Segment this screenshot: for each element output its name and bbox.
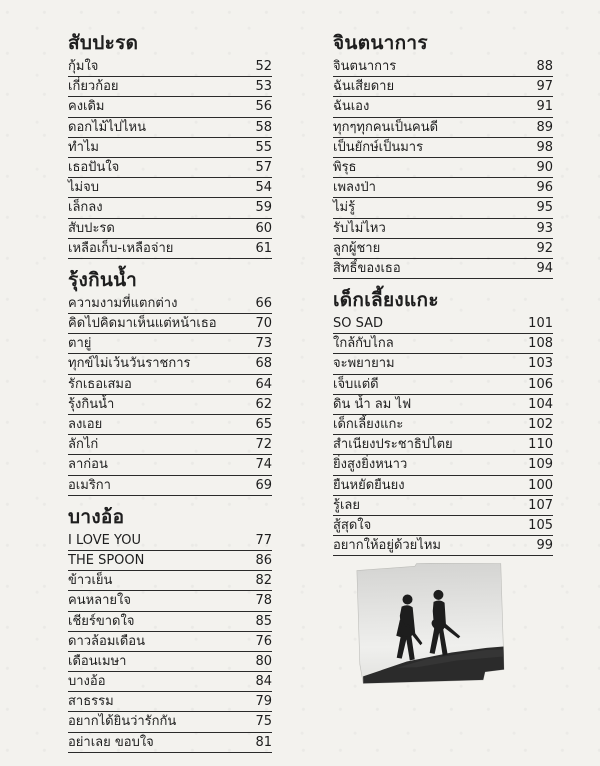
song-title: ลักไก่ — [68, 437, 99, 453]
song-title: ลงเอย — [68, 417, 103, 432]
song-title: รู้เลย — [333, 497, 361, 513]
song-title: รุ้งกินน้ำ — [68, 396, 115, 412]
page-number: 103 — [528, 356, 553, 372]
toc-entry — [333, 354, 553, 374]
toc-entry — [333, 395, 553, 415]
page-number: 55 — [255, 139, 272, 155]
toc-entry — [68, 219, 272, 239]
page-number: 95 — [536, 200, 553, 216]
song-title: เด็กเลี้ยงแกะ — [333, 417, 404, 432]
song-title: ความงามที่แตกต่าง — [68, 295, 178, 311]
song-title: คนหลายใจ — [68, 593, 132, 609]
page-number: 86 — [255, 552, 272, 568]
toc-entry — [68, 591, 272, 611]
toc-entry — [68, 395, 272, 415]
page-number: 76 — [255, 633, 272, 649]
page-number: 104 — [528, 396, 553, 412]
song-title: ยิ่งสูงยิ่งหนาว — [333, 457, 408, 473]
page-number: 89 — [536, 119, 553, 135]
toc-section — [333, 30, 553, 279]
page-number: 105 — [528, 517, 553, 533]
toc-entry — [68, 97, 272, 117]
song-title: ไม่จบ — [68, 180, 99, 196]
song-title: SO SAD — [333, 316, 384, 332]
song-title: ลาก่อน — [68, 457, 108, 473]
page-number: 69 — [255, 477, 272, 493]
toc-entry — [68, 476, 272, 496]
song-title: ข้าวเย็น — [68, 573, 113, 589]
song-title: คงเดิม — [68, 99, 105, 115]
toc-entry — [333, 259, 553, 279]
song-title: รักเธอเสมอ — [68, 376, 132, 392]
page-number: 102 — [528, 417, 553, 432]
song-title: พิรุธ — [333, 159, 357, 175]
section-title: รุ้งกินน้ำ — [68, 268, 138, 291]
page-number: 80 — [255, 653, 272, 669]
song-title: ฉันเสียดาย — [333, 79, 395, 95]
page-number: 54 — [255, 180, 272, 196]
toc-entry — [333, 138, 553, 158]
toc-entry — [333, 97, 553, 117]
page-number: 77 — [255, 532, 272, 548]
toc-entry — [333, 516, 553, 536]
page-number: 64 — [255, 376, 272, 392]
song-title: ทุกข์ไม่เว้นวันราชการ — [68, 356, 191, 372]
section-title: บางอ้อ — [68, 505, 125, 528]
toc-entry — [68, 334, 272, 354]
song-title: เจ็บแต่ดี — [333, 376, 379, 392]
page-number: 66 — [255, 295, 272, 311]
toc-entry — [68, 375, 272, 395]
page-number: 79 — [255, 694, 272, 710]
toc-column-left — [68, 30, 272, 761]
toc-section — [333, 287, 553, 556]
page-number: 82 — [255, 573, 272, 589]
song-title: เดือนเมษา — [68, 653, 127, 669]
toc-entry — [68, 158, 272, 178]
song-title: จะพยายาม — [333, 356, 395, 372]
song-title: ดอกไม้ไปไหน — [68, 119, 147, 135]
toc-section — [68, 504, 272, 753]
song-title: สิทธิ์ของเธอ — [333, 260, 401, 276]
page-number: 61 — [255, 240, 272, 256]
page-number: 73 — [255, 336, 272, 352]
song-title: เกี่ยวก้อย — [68, 79, 119, 95]
page-number: 85 — [255, 613, 272, 629]
page-number: 106 — [528, 376, 553, 392]
page-number: 110 — [528, 437, 553, 453]
page-number: 96 — [536, 180, 553, 196]
page-number: 88 — [536, 59, 553, 74]
song-title: เพลงป่า — [333, 180, 376, 196]
song-title: อยากให้อยู่ด้วยไหม — [333, 538, 441, 554]
page-number: 108 — [528, 336, 553, 352]
toc-entry — [68, 314, 272, 334]
toc-entry — [333, 375, 553, 395]
toc-entry — [68, 531, 272, 551]
page-number: 81 — [255, 734, 272, 750]
page-number: 65 — [255, 417, 272, 432]
toc-entry — [68, 692, 272, 712]
song-title: กุ้มใจ — [68, 59, 99, 74]
song-title: ฉันเอง — [333, 99, 370, 115]
song-title: ยืนหยัดยืนยง — [333, 477, 405, 493]
song-title: ทุกๆทุกคนเป็นคนดี — [333, 119, 439, 135]
toc-entry — [333, 178, 553, 198]
page-number: 84 — [255, 674, 272, 690]
page-number: 97 — [536, 79, 553, 95]
toc-entry — [68, 178, 272, 198]
toc-section — [68, 30, 272, 259]
toc-entry — [333, 77, 553, 97]
section-title: เด็กเลี้ยงแกะ — [333, 289, 439, 312]
song-title: I LOVE YOU — [68, 532, 141, 548]
page-number: 99 — [536, 538, 553, 554]
toc-entry — [333, 219, 553, 239]
song-title: ดิน น้ำ ลม ไฟ — [333, 396, 412, 412]
toc-entry — [333, 118, 553, 138]
page-number: 53 — [255, 79, 272, 95]
toc-entry — [68, 571, 272, 591]
toc-entry — [68, 118, 272, 138]
page-number: 68 — [255, 356, 272, 372]
page-number: 52 — [255, 59, 272, 74]
page-number: 107 — [528, 497, 553, 513]
toc-entry — [68, 354, 272, 374]
song-title: สำเนียงประชาธิปไตย — [333, 437, 453, 453]
toc-entry — [68, 551, 272, 571]
song-title: ใกล้กับไกล — [333, 336, 394, 352]
toc-entry — [68, 733, 272, 753]
song-title: ลูกผู้ชาย — [333, 240, 381, 256]
toc-entry — [68, 294, 272, 314]
song-title: เชียร์ขาดใจ — [68, 613, 135, 629]
song-title: เป็นยักษ์เป็นมาร — [333, 139, 424, 155]
toc-entry — [333, 334, 553, 354]
song-title: สู้สุดใจ — [333, 517, 372, 533]
page-number: 57 — [255, 159, 272, 175]
song-title: ทำไม — [68, 139, 99, 155]
silhouette-guitarists-photo — [355, 561, 505, 684]
toc-entry — [333, 455, 553, 475]
song-title: สับปะรด — [68, 220, 115, 236]
page-number: 72 — [255, 437, 272, 453]
toc-entry — [333, 415, 553, 435]
toc-column-right — [333, 30, 553, 564]
toc-entry — [68, 198, 272, 218]
page-number: 58 — [255, 119, 272, 135]
page-number: 59 — [255, 200, 272, 216]
toc-entry — [333, 496, 553, 516]
song-title: เธอปันใจ — [68, 159, 120, 175]
toc-entry — [333, 158, 553, 178]
toc-entry — [333, 435, 553, 455]
toc-entry — [333, 57, 553, 77]
page-number: 93 — [536, 220, 553, 236]
toc-entry — [68, 712, 272, 732]
section-title: จินตนาการ — [333, 32, 428, 54]
song-title: อย่าเลย ขอบใจ — [68, 734, 154, 750]
song-title: อเมริกา — [68, 477, 111, 493]
song-title: เล็กลง — [68, 200, 103, 216]
page-number: 94 — [536, 260, 553, 276]
toc-entry — [68, 77, 272, 97]
song-title: รับไม่ไหว — [333, 220, 386, 236]
toc-entry — [333, 239, 553, 259]
song-title: ดาวล้อมเดือน — [68, 633, 145, 649]
page-number: 100 — [528, 477, 553, 493]
song-title: คิดไปคิดมาเห็นแต่หน้าเธอ — [68, 316, 217, 332]
page-number: 92 — [536, 240, 553, 256]
toc-entry — [68, 672, 272, 692]
page-number: 90 — [536, 159, 553, 175]
song-title: สาธรรม — [68, 694, 114, 710]
page-number: 98 — [536, 139, 553, 155]
song-title: บางอ้อ — [68, 674, 106, 690]
page-number: 56 — [255, 99, 272, 115]
toc-entry — [68, 455, 272, 475]
page-number: 70 — [255, 316, 272, 332]
song-title: THE SPOON — [68, 552, 145, 568]
section-title: สับปะรด — [68, 32, 139, 54]
toc-entry — [333, 536, 553, 556]
page-number: 74 — [255, 457, 272, 473]
toc-entry — [68, 57, 272, 77]
toc-section — [68, 267, 272, 496]
page-number: 101 — [528, 316, 553, 332]
song-title: ไม่รู้ — [333, 200, 356, 216]
toc-entry — [68, 652, 272, 672]
toc-entry — [68, 435, 272, 455]
page-number: 75 — [255, 714, 272, 730]
page-number: 91 — [536, 99, 553, 115]
page-number: 60 — [255, 220, 272, 236]
song-title: เหลือเก็บ-เหลือจ่าย — [68, 240, 174, 256]
song-title: ตายู่ — [68, 336, 92, 352]
toc-entry — [333, 314, 553, 334]
page-number: 62 — [255, 396, 272, 412]
page-number: 109 — [528, 457, 553, 473]
song-title: จินตนาการ — [333, 59, 397, 74]
toc-entry — [68, 612, 272, 632]
song-title: อยากได้ยินว่ารักกัน — [68, 714, 177, 730]
toc-entry — [68, 632, 272, 652]
toc-entry — [68, 415, 272, 435]
toc-entry — [333, 476, 553, 496]
page-number: 78 — [255, 593, 272, 609]
toc-entry — [68, 239, 272, 259]
toc-entry — [333, 198, 553, 218]
toc-entry — [68, 138, 272, 158]
